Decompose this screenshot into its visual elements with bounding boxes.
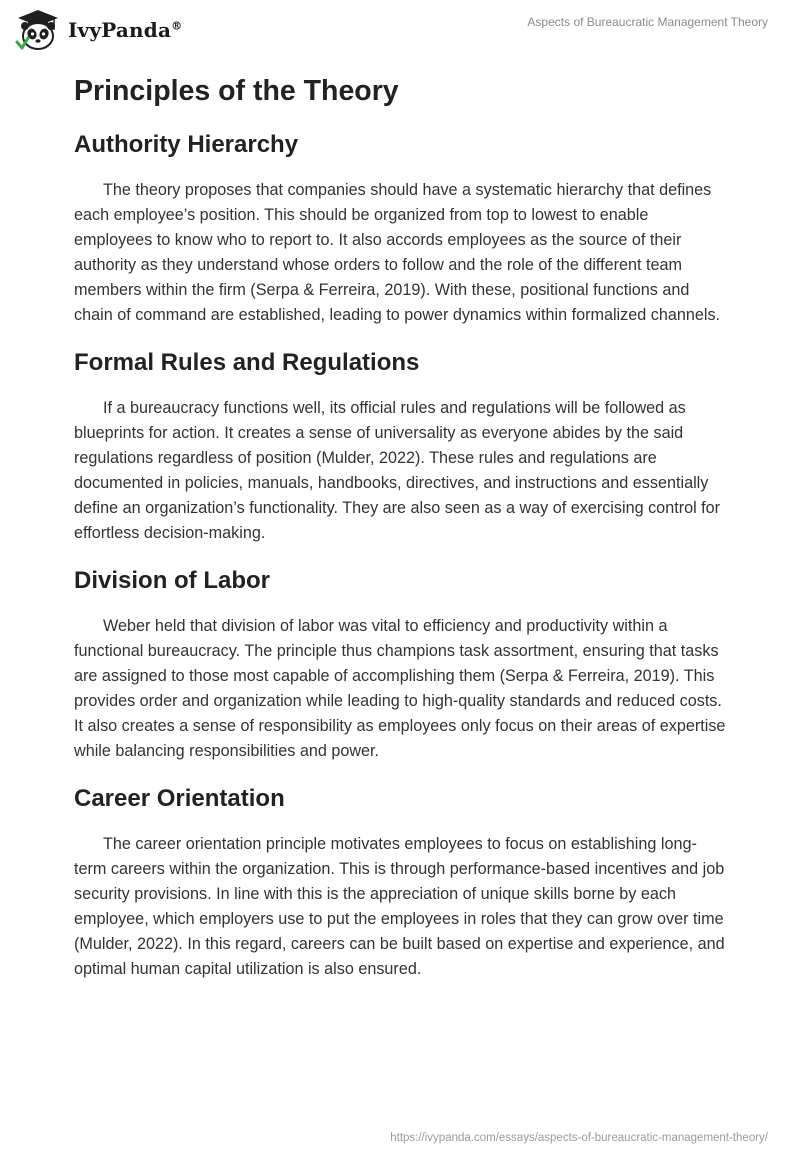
brand-name [68,18,182,42]
section-division-of-labor [74,564,726,764]
ivypanda-logo[interactable] [14,8,182,52]
section-formal-rules [74,346,726,546]
section-paragraph: If a bureaucracy functions well, its official rules and regulations will be followed as blueprints for action. It creates a sense of universality as everyone abides by the said regulations regardless of position (Mulder, 2022). These rules and regulations are documented in policies, manuals, handbooks, directives, and instructions and essentially define an organization’s functionality. They are also seen as a way of exercising control for effortless decision-making. [74,399,721,542]
section-heading: Authority Hierarchy [74,131,299,158]
page-title: Principles of the Theory [74,75,399,107]
section-paragraph: The theory proposes that companies should have a systematic hierarchy that defines each employee’s position. This should be organized from top to lowest to enable employees to know who to report to. It also accords employees as the source of their authority as they understand whose orders to follow and the role of the different team members within the firm (Serpa & Ferreira, 2019). With these, positional functions and chain of command are established, leading to power dynamics within formalized channels. [74,181,721,324]
section-heading: Formal Rules and Regulations [74,349,420,376]
page-header [0,0,800,60]
section-paragraph: Weber held that division of labor was vital to efficiency and productivity within a functional bureaucracy. The principle thus champions task assortment, ensuring that tasks are assigned to those most capable of accomplishing them (Serpa & Ferreira, 2019). This provides order and organization while leading to high-quality standards and reduced costs. It also creates a sense of responsibility as employees only focus on their areas of expertise while balancing responsibilities and power. [74,617,726,760]
section-heading: Division of Labor [74,567,271,594]
brand-label: IvyPanda [68,18,172,42]
panda-graduate-icon [14,8,62,52]
section-authority-hierarchy [74,128,726,328]
source-url-link[interactable]: https://ivypanda.com/essays/aspects-of-bureaucratic-management-theory/ [390,1132,768,1144]
trademark-symbol: ® [171,19,183,33]
document-running-title: Aspects of Bureaucratic Management Theory [527,15,768,29]
section-career-orientation [74,782,726,982]
essay-content [74,70,726,1000]
section-paragraph: The career orientation principle motivates employees to focus on establishing long-term careers within the organization. This is through performance-based incentives and job security provisions. In line with this is the appreciation of unique skills borne by each employee, which employers use to put the employees in roles that they can grow over time (Mulder, 2022). In this regard, careers can be built based on expertise and experience, and optimal human capital utilization is also ensured. [74,835,725,978]
section-heading: Career Orientation [74,785,285,812]
